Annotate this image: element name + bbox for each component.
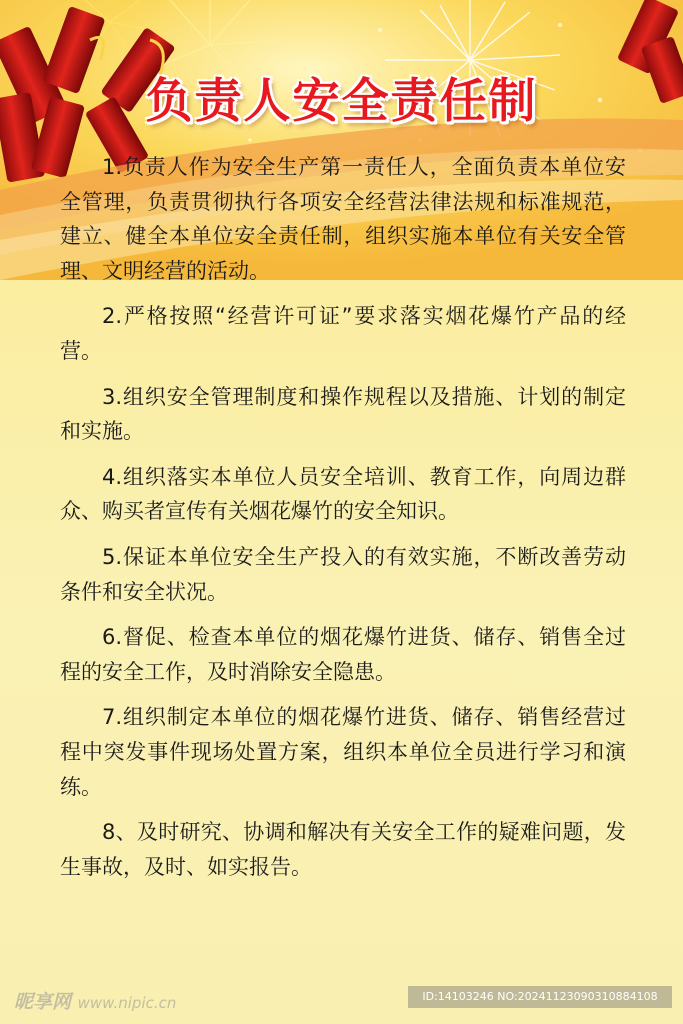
rule-paragraph: 4.组织落实本单位人员安全培训、教育工作，向周边群众、购买者宣传有关烟花爆竹的安全知识。 — [60, 464, 626, 524]
page-title: 负责人安全责任制 — [145, 74, 538, 129]
watermark-url: www.nipic.cn — [77, 994, 177, 1012]
watermark-logo — [14, 987, 176, 1014]
rule-paragraph: 6.督促、检查本单位的烟花爆竹进货、储存、销售全过程的安全工作，及时消除安全隐患。 — [60, 625, 626, 684]
rules-body — [60, 150, 626, 895]
rule-paragraph: 5.保证本单位安全生产投入的有效实施，不断改善劳动条件和安全状况。 — [60, 544, 626, 604]
rule-paragraph: 3.组织安全管理制度和操作规程以及措施、计划的制定和实施。 — [60, 384, 626, 444]
rule-paragraph: 8、及时研究、协调和解决有关安全工作的疑难问题，发生事故，及时、如实报告。 — [60, 820, 626, 879]
image-id-bar: ID:14103246 NO:20241123090310884108 — [408, 986, 672, 1008]
watermark-brand: 昵享网 — [14, 991, 72, 1013]
rule-paragraph: 1.负责人作为安全生产第一责任人，全面负责本单位安全管理，负责贯彻执行各项安全经营法律法规和标准规范，建立、健全本单位安全责任制，组织实施本单位有关安全管理、文明经营的活动。 — [60, 155, 626, 283]
rule-paragraph: 2.严格按照“经营许可证”要求落实烟花爆竹产品的经营。 — [60, 304, 626, 363]
rule-paragraph: 7.组织制定本单位的烟花爆竹进货、储存、销售经营过程中突发事件现场处置方案，组织本单位全员进行学习和演练。 — [60, 705, 626, 799]
